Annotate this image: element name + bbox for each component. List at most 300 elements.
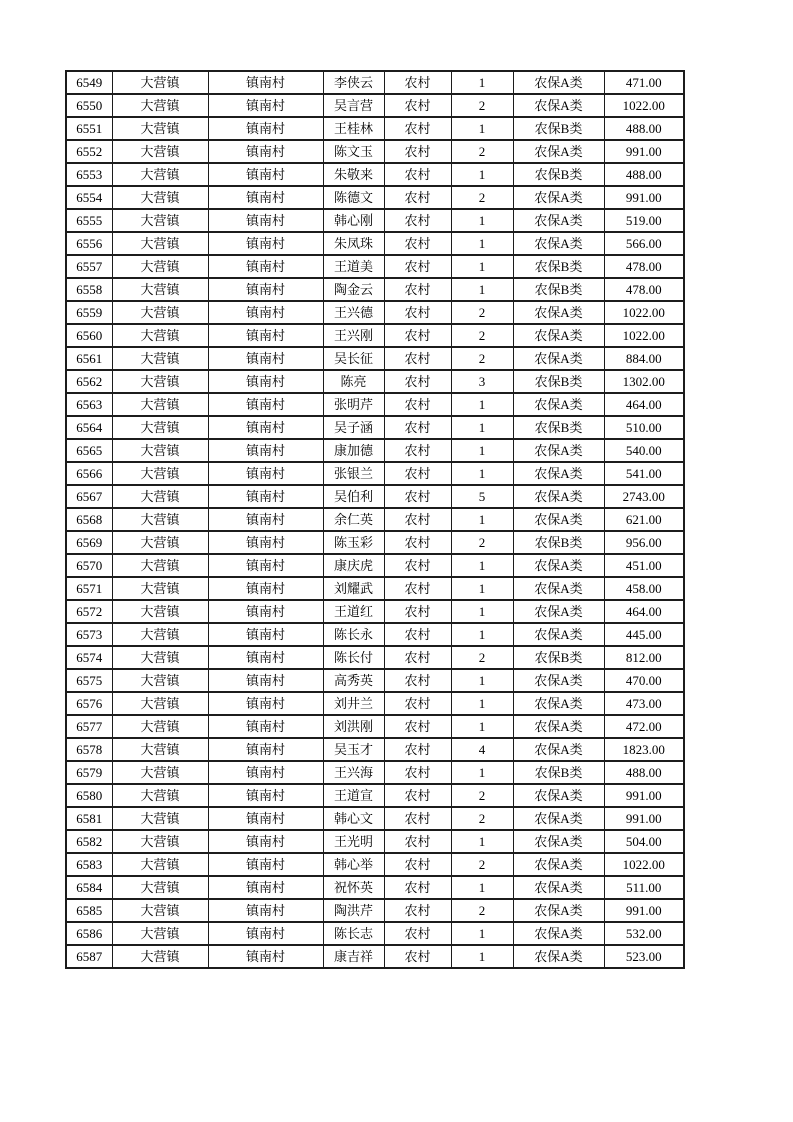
cell-town: 大营镇 [112, 94, 208, 117]
cell-amount: 511.00 [604, 876, 684, 899]
cell-person-count: 1 [451, 393, 513, 416]
table-row [66, 393, 684, 416]
cell-town: 大营镇 [112, 761, 208, 784]
cell-village: 镇南村 [208, 301, 323, 324]
cell-person-count: 1 [451, 163, 513, 186]
table-row [66, 761, 684, 784]
cell-person-count: 1 [451, 830, 513, 853]
cell-insurance-category: 农保A类 [513, 899, 604, 922]
cell-serial-number: 6558 [66, 278, 112, 301]
cell-amount: 445.00 [604, 623, 684, 646]
cell-residence-type: 农村 [384, 623, 451, 646]
cell-amount: 504.00 [604, 830, 684, 853]
cell-person-count: 2 [451, 531, 513, 554]
cell-person-name: 王兴海 [323, 761, 384, 784]
cell-residence-type: 农村 [384, 600, 451, 623]
cell-serial-number: 6554 [66, 186, 112, 209]
table-row [66, 439, 684, 462]
cell-town: 大营镇 [112, 508, 208, 531]
cell-person-count: 1 [451, 623, 513, 646]
cell-person-name: 王道美 [323, 255, 384, 278]
cell-serial-number: 6574 [66, 646, 112, 669]
cell-serial-number: 6549 [66, 71, 112, 94]
cell-residence-type: 农村 [384, 945, 451, 968]
cell-serial-number: 6568 [66, 508, 112, 531]
cell-person-count: 1 [451, 922, 513, 945]
cell-residence-type: 农村 [384, 163, 451, 186]
cell-serial-number: 6575 [66, 669, 112, 692]
cell-person-name: 王道宣 [323, 784, 384, 807]
table-row [66, 646, 684, 669]
cell-amount: 519.00 [604, 209, 684, 232]
table-row [66, 186, 684, 209]
cell-village: 镇南村 [208, 117, 323, 140]
cell-insurance-category: 农保A类 [513, 692, 604, 715]
cell-village: 镇南村 [208, 692, 323, 715]
cell-person-count: 1 [451, 876, 513, 899]
cell-insurance-category: 农保A类 [513, 71, 604, 94]
cell-town: 大营镇 [112, 186, 208, 209]
cell-insurance-category: 农保A类 [513, 669, 604, 692]
cell-insurance-category: 农保B类 [513, 163, 604, 186]
cell-person-count: 2 [451, 899, 513, 922]
cell-serial-number: 6557 [66, 255, 112, 278]
cell-amount: 471.00 [604, 71, 684, 94]
cell-person-count: 1 [451, 669, 513, 692]
cell-serial-number: 6581 [66, 807, 112, 830]
cell-person-count: 1 [451, 462, 513, 485]
cell-serial-number: 6572 [66, 600, 112, 623]
cell-amount: 991.00 [604, 807, 684, 830]
table-row [66, 117, 684, 140]
cell-person-count: 3 [451, 370, 513, 393]
table-row [66, 94, 684, 117]
cell-residence-type: 农村 [384, 508, 451, 531]
table-row [66, 324, 684, 347]
cell-residence-type: 农村 [384, 784, 451, 807]
cell-amount: 532.00 [604, 922, 684, 945]
cell-village: 镇南村 [208, 945, 323, 968]
table-row [66, 485, 684, 508]
cell-amount: 991.00 [604, 899, 684, 922]
cell-person-count: 1 [451, 600, 513, 623]
cell-insurance-category: 农保A类 [513, 830, 604, 853]
cell-insurance-category: 农保A类 [513, 347, 604, 370]
cell-serial-number: 6556 [66, 232, 112, 255]
cell-person-name: 吴伯利 [323, 485, 384, 508]
cell-person-name: 李侠云 [323, 71, 384, 94]
cell-town: 大营镇 [112, 945, 208, 968]
table-row [66, 945, 684, 968]
cell-insurance-category: 农保B类 [513, 531, 604, 554]
cell-amount: 812.00 [604, 646, 684, 669]
cell-village: 镇南村 [208, 554, 323, 577]
cell-person-name: 康庆虎 [323, 554, 384, 577]
cell-person-name: 祝怀英 [323, 876, 384, 899]
cell-amount: 488.00 [604, 761, 684, 784]
cell-amount: 2743.00 [604, 485, 684, 508]
cell-amount: 621.00 [604, 508, 684, 531]
cell-amount: 510.00 [604, 416, 684, 439]
table-row [66, 232, 684, 255]
cell-insurance-category: 农保B类 [513, 255, 604, 278]
cell-residence-type: 农村 [384, 416, 451, 439]
cell-residence-type: 农村 [384, 209, 451, 232]
cell-insurance-category: 农保A类 [513, 876, 604, 899]
cell-town: 大营镇 [112, 485, 208, 508]
cell-village: 镇南村 [208, 922, 323, 945]
cell-residence-type: 农村 [384, 347, 451, 370]
cell-village: 镇南村 [208, 416, 323, 439]
table-row [66, 508, 684, 531]
cell-person-name: 王桂林 [323, 117, 384, 140]
cell-village: 镇南村 [208, 140, 323, 163]
cell-insurance-category: 农保A类 [513, 600, 604, 623]
table-row [66, 623, 684, 646]
cell-person-count: 1 [451, 692, 513, 715]
cell-person-name: 吴玉才 [323, 738, 384, 761]
cell-insurance-category: 农保A类 [513, 186, 604, 209]
cell-village: 镇南村 [208, 209, 323, 232]
cell-serial-number: 6564 [66, 416, 112, 439]
cell-person-count: 1 [451, 278, 513, 301]
cell-person-count: 1 [451, 209, 513, 232]
cell-amount: 541.00 [604, 462, 684, 485]
cell-person-count: 2 [451, 646, 513, 669]
cell-residence-type: 农村 [384, 692, 451, 715]
table-row [66, 278, 684, 301]
table-row [66, 715, 684, 738]
cell-person-name: 陶金云 [323, 278, 384, 301]
cell-village: 镇南村 [208, 807, 323, 830]
table-body [66, 71, 684, 968]
cell-insurance-category: 农保B类 [513, 416, 604, 439]
cell-person-name: 吴言营 [323, 94, 384, 117]
table-row [66, 922, 684, 945]
cell-town: 大营镇 [112, 71, 208, 94]
cell-town: 大营镇 [112, 623, 208, 646]
cell-town: 大营镇 [112, 531, 208, 554]
cell-residence-type: 农村 [384, 140, 451, 163]
cell-person-name: 陈玉彩 [323, 531, 384, 554]
cell-town: 大营镇 [112, 439, 208, 462]
table-row [66, 669, 684, 692]
cell-village: 镇南村 [208, 715, 323, 738]
cell-village: 镇南村 [208, 738, 323, 761]
cell-person-count: 1 [451, 71, 513, 94]
cell-amount: 1022.00 [604, 301, 684, 324]
table-row [66, 784, 684, 807]
cell-serial-number: 6571 [66, 577, 112, 600]
cell-person-name: 陈德文 [323, 186, 384, 209]
table-row [66, 347, 684, 370]
cell-town: 大营镇 [112, 278, 208, 301]
cell-person-name: 张明芹 [323, 393, 384, 416]
cell-amount: 488.00 [604, 117, 684, 140]
cell-village: 镇南村 [208, 531, 323, 554]
cell-serial-number: 6552 [66, 140, 112, 163]
cell-residence-type: 农村 [384, 646, 451, 669]
cell-person-name: 王光明 [323, 830, 384, 853]
cell-town: 大营镇 [112, 462, 208, 485]
cell-village: 镇南村 [208, 163, 323, 186]
cell-residence-type: 农村 [384, 324, 451, 347]
cell-person-name: 朱敬来 [323, 163, 384, 186]
cell-amount: 540.00 [604, 439, 684, 462]
cell-person-count: 2 [451, 140, 513, 163]
cell-person-count: 2 [451, 186, 513, 209]
cell-insurance-category: 农保A类 [513, 301, 604, 324]
cell-insurance-category: 农保A类 [513, 853, 604, 876]
cell-village: 镇南村 [208, 439, 323, 462]
cell-serial-number: 6562 [66, 370, 112, 393]
cell-person-name: 王兴刚 [323, 324, 384, 347]
cell-town: 大营镇 [112, 416, 208, 439]
table-row [66, 140, 684, 163]
cell-person-count: 4 [451, 738, 513, 761]
cell-residence-type: 农村 [384, 71, 451, 94]
cell-village: 镇南村 [208, 393, 323, 416]
cell-village: 镇南村 [208, 324, 323, 347]
cell-insurance-category: 农保A类 [513, 784, 604, 807]
cell-town: 大营镇 [112, 255, 208, 278]
cell-insurance-category: 农保A类 [513, 577, 604, 600]
cell-village: 镇南村 [208, 899, 323, 922]
table-row [66, 255, 684, 278]
table-row [66, 830, 684, 853]
cell-amount: 956.00 [604, 531, 684, 554]
cell-town: 大营镇 [112, 232, 208, 255]
cell-residence-type: 农村 [384, 761, 451, 784]
cell-amount: 991.00 [604, 140, 684, 163]
cell-insurance-category: 农保A类 [513, 738, 604, 761]
cell-residence-type: 农村 [384, 876, 451, 899]
cell-serial-number: 6582 [66, 830, 112, 853]
cell-serial-number: 6553 [66, 163, 112, 186]
cell-insurance-category: 农保A类 [513, 324, 604, 347]
cell-village: 镇南村 [208, 876, 323, 899]
cell-amount: 1022.00 [604, 94, 684, 117]
cell-serial-number: 6555 [66, 209, 112, 232]
cell-residence-type: 农村 [384, 393, 451, 416]
cell-village: 镇南村 [208, 784, 323, 807]
cell-amount: 1022.00 [604, 853, 684, 876]
table-row [66, 370, 684, 393]
cell-insurance-category: 农保A类 [513, 623, 604, 646]
cell-insurance-category: 农保B类 [513, 278, 604, 301]
cell-residence-type: 农村 [384, 554, 451, 577]
cell-residence-type: 农村 [384, 531, 451, 554]
cell-residence-type: 农村 [384, 715, 451, 738]
cell-person-name: 王道红 [323, 600, 384, 623]
cell-village: 镇南村 [208, 71, 323, 94]
cell-serial-number: 6566 [66, 462, 112, 485]
cell-village: 镇南村 [208, 186, 323, 209]
cell-person-name: 韩心刚 [323, 209, 384, 232]
table-row [66, 531, 684, 554]
cell-person-name: 陈长付 [323, 646, 384, 669]
cell-residence-type: 农村 [384, 186, 451, 209]
cell-serial-number: 6560 [66, 324, 112, 347]
cell-person-name: 吴长征 [323, 347, 384, 370]
cell-village: 镇南村 [208, 232, 323, 255]
cell-residence-type: 农村 [384, 922, 451, 945]
cell-residence-type: 农村 [384, 255, 451, 278]
cell-residence-type: 农村 [384, 94, 451, 117]
cell-person-count: 1 [451, 577, 513, 600]
cell-person-count: 1 [451, 232, 513, 255]
cell-village: 镇南村 [208, 853, 323, 876]
cell-insurance-category: 农保B类 [513, 646, 604, 669]
cell-village: 镇南村 [208, 646, 323, 669]
cell-town: 大营镇 [112, 692, 208, 715]
cell-person-name: 陶洪芹 [323, 899, 384, 922]
cell-residence-type: 农村 [384, 370, 451, 393]
cell-village: 镇南村 [208, 577, 323, 600]
cell-person-name: 刘耀武 [323, 577, 384, 600]
cell-serial-number: 6585 [66, 899, 112, 922]
pension-payment-table [65, 70, 685, 969]
table-row [66, 899, 684, 922]
cell-village: 镇南村 [208, 462, 323, 485]
table-row [66, 577, 684, 600]
cell-serial-number: 6569 [66, 531, 112, 554]
cell-residence-type: 农村 [384, 669, 451, 692]
cell-person-count: 2 [451, 807, 513, 830]
cell-person-name: 康吉祥 [323, 945, 384, 968]
cell-person-count: 1 [451, 945, 513, 968]
cell-person-name: 吴子涵 [323, 416, 384, 439]
cell-person-count: 1 [451, 508, 513, 531]
cell-village: 镇南村 [208, 278, 323, 301]
cell-person-count: 1 [451, 761, 513, 784]
cell-village: 镇南村 [208, 485, 323, 508]
cell-town: 大营镇 [112, 370, 208, 393]
cell-town: 大营镇 [112, 117, 208, 140]
cell-serial-number: 6577 [66, 715, 112, 738]
cell-amount: 478.00 [604, 278, 684, 301]
cell-town: 大营镇 [112, 899, 208, 922]
cell-village: 镇南村 [208, 255, 323, 278]
cell-town: 大营镇 [112, 554, 208, 577]
cell-serial-number: 6570 [66, 554, 112, 577]
cell-person-name: 陈长永 [323, 623, 384, 646]
cell-town: 大营镇 [112, 393, 208, 416]
cell-person-count: 2 [451, 784, 513, 807]
cell-town: 大营镇 [112, 209, 208, 232]
cell-person-name: 韩心文 [323, 807, 384, 830]
cell-town: 大营镇 [112, 324, 208, 347]
cell-insurance-category: 农保A类 [513, 439, 604, 462]
cell-residence-type: 农村 [384, 278, 451, 301]
cell-town: 大营镇 [112, 301, 208, 324]
cell-insurance-category: 农保A类 [513, 922, 604, 945]
cell-serial-number: 6567 [66, 485, 112, 508]
cell-insurance-category: 农保A类 [513, 485, 604, 508]
cell-person-count: 2 [451, 94, 513, 117]
cell-village: 镇南村 [208, 347, 323, 370]
cell-serial-number: 6578 [66, 738, 112, 761]
cell-insurance-category: 农保A类 [513, 232, 604, 255]
cell-village: 镇南村 [208, 830, 323, 853]
cell-insurance-category: 农保A类 [513, 94, 604, 117]
cell-amount: 523.00 [604, 945, 684, 968]
cell-amount: 472.00 [604, 715, 684, 738]
cell-amount: 451.00 [604, 554, 684, 577]
cell-person-count: 1 [451, 439, 513, 462]
cell-town: 大营镇 [112, 738, 208, 761]
cell-town: 大营镇 [112, 876, 208, 899]
cell-insurance-category: 农保B类 [513, 761, 604, 784]
cell-amount: 991.00 [604, 784, 684, 807]
cell-amount: 1022.00 [604, 324, 684, 347]
cell-residence-type: 农村 [384, 485, 451, 508]
cell-village: 镇南村 [208, 370, 323, 393]
cell-residence-type: 农村 [384, 853, 451, 876]
table-row [66, 71, 684, 94]
cell-amount: 458.00 [604, 577, 684, 600]
cell-serial-number: 6561 [66, 347, 112, 370]
cell-amount: 470.00 [604, 669, 684, 692]
cell-amount: 488.00 [604, 163, 684, 186]
cell-person-count: 1 [451, 117, 513, 140]
cell-residence-type: 农村 [384, 738, 451, 761]
cell-serial-number: 6587 [66, 945, 112, 968]
cell-person-name: 康加德 [323, 439, 384, 462]
cell-person-count: 1 [451, 255, 513, 278]
cell-serial-number: 6584 [66, 876, 112, 899]
cell-person-count: 1 [451, 715, 513, 738]
table-row [66, 692, 684, 715]
cell-residence-type: 农村 [384, 301, 451, 324]
cell-amount: 566.00 [604, 232, 684, 255]
cell-serial-number: 6550 [66, 94, 112, 117]
table-row [66, 163, 684, 186]
cell-town: 大营镇 [112, 807, 208, 830]
cell-residence-type: 农村 [384, 807, 451, 830]
cell-village: 镇南村 [208, 669, 323, 692]
cell-insurance-category: 农保A类 [513, 508, 604, 531]
cell-insurance-category: 农保A类 [513, 462, 604, 485]
cell-town: 大营镇 [112, 347, 208, 370]
cell-village: 镇南村 [208, 508, 323, 531]
cell-residence-type: 农村 [384, 462, 451, 485]
cell-person-name: 王兴德 [323, 301, 384, 324]
cell-residence-type: 农村 [384, 117, 451, 140]
cell-person-count: 5 [451, 485, 513, 508]
cell-village: 镇南村 [208, 600, 323, 623]
cell-residence-type: 农村 [384, 577, 451, 600]
table-row [66, 807, 684, 830]
cell-serial-number: 6559 [66, 301, 112, 324]
cell-amount: 884.00 [604, 347, 684, 370]
cell-town: 大营镇 [112, 646, 208, 669]
cell-village: 镇南村 [208, 623, 323, 646]
table-row [66, 853, 684, 876]
cell-insurance-category: 农保A类 [513, 140, 604, 163]
cell-insurance-category: 农保B类 [513, 370, 604, 393]
table-row [66, 301, 684, 324]
cell-person-name: 张银兰 [323, 462, 384, 485]
cell-amount: 464.00 [604, 600, 684, 623]
cell-town: 大营镇 [112, 830, 208, 853]
cell-serial-number: 6551 [66, 117, 112, 140]
cell-insurance-category: 农保A类 [513, 715, 604, 738]
cell-town: 大营镇 [112, 577, 208, 600]
cell-town: 大营镇 [112, 715, 208, 738]
table-row [66, 600, 684, 623]
cell-serial-number: 6576 [66, 692, 112, 715]
